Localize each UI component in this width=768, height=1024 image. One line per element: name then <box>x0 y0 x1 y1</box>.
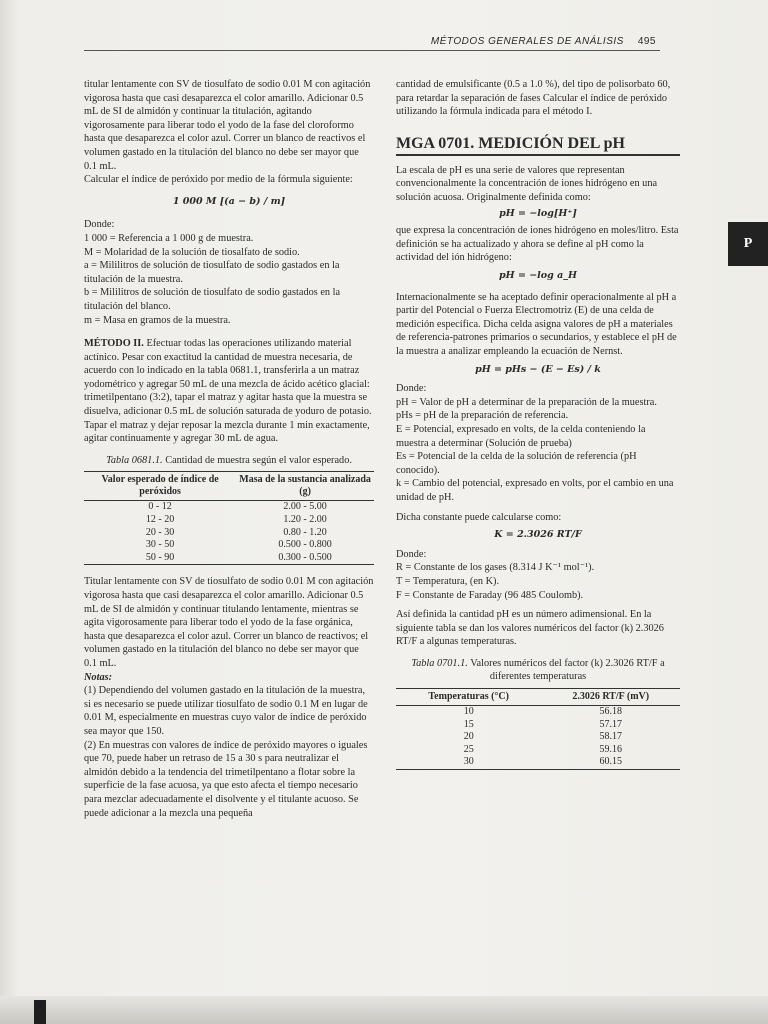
table-cell: 0 - 12 <box>148 501 172 513</box>
right-definition-4: Es = Potencial de la celda de la solución de referencia (pH conocido). <box>396 451 637 476</box>
left-column <box>84 78 374 820</box>
table-0701-header-2: 2.3026 RT/F (mV) <box>541 689 680 706</box>
table-cell: 0.80 - 1.20 <box>283 526 327 538</box>
table-cell: 60.15 <box>541 756 680 769</box>
right-definition-8: F = Constante de Faraday (96 485 Coulomb). <box>396 589 584 601</box>
method-ii-title: MÉTODO II. <box>84 338 144 350</box>
right-donde-2: Donde: <box>396 548 427 560</box>
left-definition-2: M = Molaridad de la solución de tiosalfato de sodio. <box>84 246 300 258</box>
ph-formula-1: pH = −log[H⁺] <box>499 207 577 219</box>
right-definition-7: T = Temperatura, (en K). <box>396 575 500 587</box>
right-paragraph-5: Dicha constante puede calcularse como: <box>396 511 562 523</box>
table-0681-header-2: Masa de la sustancia analizada (g) <box>236 472 374 501</box>
table-row <box>396 744 680 757</box>
note-2: (2) En muestras con valores de índice de peróxido mayores o iguales que 70, puede haber un retraso de 15 a 30 s para neutralizar el almidón debido a la tendencia del trimetilpentano a flotar sobre la superficie de la fase acuosa, ya que esto afecta el tiempo necesario para mezclar adecuadamente el disolvente y el titulante acuoso. Se puede adicionar a la mezcla una pequeña <box>84 739 368 819</box>
table-row <box>396 756 680 769</box>
left-definition-1: 1 000 = Referencia a 1 000 g de muestra. <box>84 232 254 244</box>
table-cell: 20 - 30 <box>145 526 175 538</box>
left-definition-5: m = Masa en gramos de la muestra. <box>84 314 231 326</box>
right-column <box>396 78 680 770</box>
left-paragraph-2: Calcular el índice de peróxido por medio de la fórmula siguiente: <box>84 174 353 186</box>
section-rule <box>396 154 680 156</box>
table-0701 <box>396 688 680 770</box>
notes-heading: Notas: <box>84 671 113 683</box>
table-0681-caption <box>84 454 374 468</box>
left-definition-4: b = Mililitros de solución de tiosulfato de sodio gastados en la titulación del blanco. <box>84 287 341 312</box>
table-cell: 15 <box>463 718 474 730</box>
table-row <box>84 527 374 540</box>
nernst-formula: pH = pHs − (E − Es) / k <box>475 363 601 375</box>
table-cell: 1.20 - 2.00 <box>283 514 327 526</box>
right-definition-3: E = Potencial, expresado en volts, de la celda conteniendo la muestra a determinar (Solución de prueba) <box>396 423 646 449</box>
header-rule <box>84 50 660 51</box>
table-0681-caption-text: Cantidad de muestra según el valor esperado. <box>162 454 352 466</box>
binding-edge <box>34 1000 46 1024</box>
table-0681-label: Tabla 0681.1. <box>106 454 163 466</box>
section-title: MGA 0701. MEDICIÓN DEL pH <box>396 134 625 152</box>
ph-formula-2: pH = −log a_H <box>499 270 577 282</box>
table-cell: 30 <box>396 756 541 769</box>
right-definition-6: R = Constante de los gases (8.314 J K⁻¹ mol⁻¹). <box>396 562 595 574</box>
table-0681 <box>84 471 374 565</box>
section-tab-marker: P <box>728 222 768 266</box>
table-row <box>84 552 374 565</box>
table-cell: 20 <box>463 731 474 743</box>
table-cell: 2.00 - 5.00 <box>283 501 327 513</box>
table-cell: 59.16 <box>599 743 622 755</box>
right-paragraph-4: Internacionalmente se ha aceptado definir operacionalmente al pH a partir del Potencial o Fuerza Electromotriz (E) de una celda de medición específica. Dicha celda asigna valores de pH a materiales de referencia-patrones primarios o secundarios, y establece el pH de la muestra a analizar empleando la ecuación de Nernst. <box>396 291 677 357</box>
method-ii-text: Efectuar todas las operaciones utilizando material actínico. Pesar con exactitud la cantidad de muestra necesaria, de acuerdo con lo indicado en la tabla 0681.1, transferirla a un matraz yodométrico y agregar 50 mL de una mezcla de ácido acético glacial: trimetilpentano (3:2), tapar el matraz y agitar hasta que la muestra se disuelva, adicionar 0.5 mL de solución saturada de yoduro de potasio. Tapar el matraz y dejar reposar la mezcla durante 1 min exactamente, agitar continuamente y agregar 30 mL de agua. <box>84 338 372 445</box>
k-formula: K = 2.3026 RT/F <box>494 529 582 541</box>
right-paragraph-6: Así definida la cantidad pH es un número adimensional. En la siguiente tabla se dan los valores numéricos del factor (k) 2.3026 RT/F a algunas temperaturas. <box>396 609 664 648</box>
right-paragraph-2: La escala de pH es una serie de valores que representan convencionalmente la concentración de iones hidrógeno en una solución acuosa. Originalmente definida como: <box>396 164 658 204</box>
table-row <box>396 731 680 744</box>
table-cell: 57.17 <box>599 718 622 730</box>
right-paragraph-3: que expresa la concentración de iones hidrógeno en moles/litro. Esta definición se ha actualizado y ahora se define al pH como la actividad del ión hidrógeno: <box>396 225 679 264</box>
table-0701-caption-text: Valores numéricos del factor (k) 2.3026 RT/F a diferentes temperaturas <box>467 657 665 683</box>
table-cell: 12 - 20 <box>145 514 175 526</box>
left-paragraph-3: Titular lentamente con SV de tiosulfato de sodio 0.01 M con agitación vigorosa hasta que casi desaparezca el color amarillo. Adicionar 0.5 mL de SI de almidón y continuar titulando lentamente, mientras se agita vigorosamente para liberar todo el yodo de la fase orgánica, hasta que desaparezca el color azul. Correr un blanco de reactivos; el volumen gastado en la titulación del blanco no debe ser mayor que 0.1 mL. <box>84 576 374 669</box>
table-0681-header-1: Valor esperado de índice de peróxidos <box>84 472 236 501</box>
left-definition-3: a = Mililitros de solución de tiosulfato de sodio gastados en la titulación de la muestra. <box>84 260 340 285</box>
table-cell: 30 - 50 <box>145 539 175 551</box>
right-definition-5: k = Cambio del potencial, expresado en volts, por el cambio en una unidad de pH. <box>396 478 674 503</box>
table-row <box>396 706 680 719</box>
table-0701-header-1: Temperaturas (°C) <box>396 689 541 706</box>
table-cell: 10 <box>463 706 474 718</box>
right-definition-1: pH = Valor de pH a determinar de la preparación de la muestra. <box>396 396 657 408</box>
table-row <box>84 514 374 527</box>
right-donde: Donde: <box>396 383 427 395</box>
right-definition-2: pHs = pH de la preparación de referencia. <box>396 410 569 422</box>
table-cell: 50 - 90 <box>84 552 236 565</box>
left-donde: Donde: <box>84 219 115 231</box>
table-0701-label: Tabla 0701.1. <box>411 657 468 669</box>
table-row <box>396 719 680 732</box>
table-cell: 0.500 - 0.800 <box>278 539 332 551</box>
table-cell: 0.300 - 0.500 <box>236 552 374 565</box>
table-0701-caption <box>396 657 680 684</box>
method-ii-paragraph <box>84 337 374 446</box>
right-paragraph-1: cantidad de emulsificante (0.5 a 1.0 %), del tipo de polisorbato 60, para retardar la separación de fases Calcular el índice de peróxido utilizando la fórmula indicada para el método I. <box>396 79 671 118</box>
page-bottom-shadow <box>0 996 768 1024</box>
header-title: MÉTODOS GENERALES DE ANÁLISIS <box>430 36 624 47</box>
running-header <box>431 36 656 47</box>
peroxide-formula: 1 000 M [(a − b) / m] <box>172 195 286 207</box>
table-row <box>84 501 374 514</box>
page-number: 495 <box>637 36 656 47</box>
table-cell: 25 <box>463 743 474 755</box>
table-cell: 58.17 <box>599 731 622 743</box>
left-paragraph-1: titular lentamente con SV de tiosulfato de sodio 0.01 M con agitación vigorosa hasta que casi desaparezca el color amarillo. Adicionar 0.5 mL de SI de almidón y continuar la titulación, agitando vigorosamente para liberar todo el yodo de la fase del cloroformo hasta que desaparezca el color azul. Correr un blanco de reactivos el volumen gastado en la titulación del blanco no debe ser mayor que 0.1 mL. <box>84 79 371 172</box>
table-row <box>84 539 374 552</box>
table-cell: 56.18 <box>599 706 622 718</box>
note-1: (1) Dependiendo del volumen gastado en la titulación de la muestra, si es necesario se puede utilizar tiosulfato de sodio 0.1 M en lugar de 0.01 M, especialmente en muestras cuyo valor de índice de peróxido sea mayor que 150. <box>84 685 368 737</box>
